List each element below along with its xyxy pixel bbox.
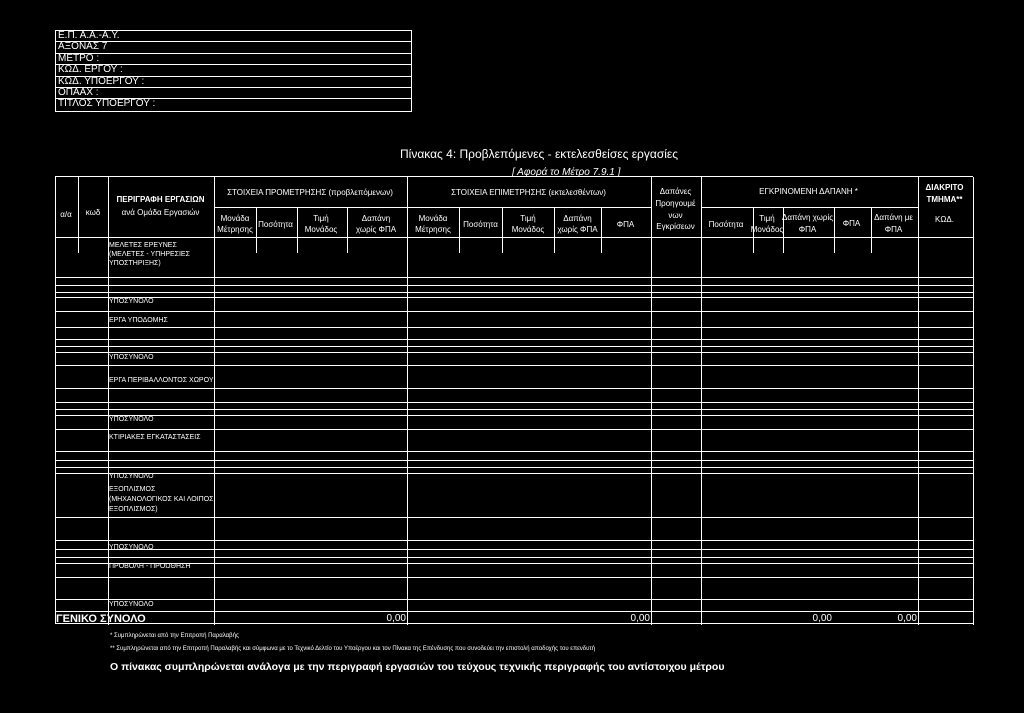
grand-total-label: ΓΕΝΙΚΟ ΣΥΝΟΛΟ bbox=[56, 613, 146, 625]
header-promet-dapani: Δαπάνη bbox=[361, 214, 391, 223]
grid-vline bbox=[834, 207, 835, 253]
grand-total-dap-me: 0,00 bbox=[897, 613, 917, 624]
table-note: Ο πίνακας συμπληρώνεται ανάλογα με την περιγραφή εργασιών του τεύχους τεχνικής περιγραφής του αντίστοιχου μέτρου bbox=[110, 661, 725, 673]
grid-hline bbox=[56, 297, 974, 298]
info-row-kod-ergou: ΚΩΔ. ΕΡΓΟΥ : bbox=[56, 65, 411, 76]
header-egkr-posotita: Ποσότητα bbox=[708, 220, 744, 229]
grid-hline bbox=[56, 388, 974, 389]
row-exoplismos-2: (ΜΗΧΑΝΟΛΟΓΙΚΟΣ ΚΑΙ ΛΟΙΠΟΣ bbox=[109, 496, 214, 503]
grid-hline bbox=[56, 549, 974, 550]
header-egkr-dap-me: Δαπάνη με bbox=[874, 213, 913, 222]
grand-total-promet: 0,00 bbox=[386, 613, 406, 624]
header-egkr-dapani: Δαπάνη χωρίς bbox=[782, 213, 834, 222]
grid-hline bbox=[56, 402, 974, 403]
header-prog-4: Εγκρίσεων bbox=[656, 222, 695, 231]
grid-hline bbox=[407, 207, 651, 208]
header-egkrinomeni: ΕΓΚΡΙΝΟΜΕΝΗ ΔΑΠΑΝΗ * bbox=[759, 187, 858, 196]
header-egkr-dapani-sub: ΦΠΑ bbox=[798, 225, 817, 234]
header-prog: Δαπάνες bbox=[659, 187, 692, 196]
grid-hline bbox=[56, 451, 974, 452]
row-provoli: ΠΡΟΒΟΛΗ - ΠΡΟΩΘΗΣΗ bbox=[109, 563, 191, 570]
grid-hline bbox=[56, 599, 974, 600]
header-prometrisi: ΣΤΟΙΧΕΙΑ ΠΡΟΜΕΤΡΗΣΗΣ (προβλεπόμενων) bbox=[227, 188, 393, 197]
row-subtotal: ΥΠΟΣΥΝΟΛΟ bbox=[109, 544, 154, 551]
header-epimet-dapani: Δαπάνη bbox=[563, 214, 592, 223]
row-periballontos: ΕΡΓΑ ΠΕΡΙΒΑΛΛΟΝΤΟΣ ΧΩΡΟΥ bbox=[109, 377, 214, 384]
header-promet-monada: Μονάδα bbox=[220, 214, 250, 223]
header-epimet-dapani-sub: χωρίς ΦΠΑ bbox=[557, 225, 598, 234]
header-egkr-timi: Τιμή bbox=[759, 214, 775, 223]
footnote-2: ** Συμπληρώνεται από την Επιτροπή Παραλαβής και σύμφωνα με το Τεχνικό Δελτίο του Υποέργου και τον Πίνακα της Επένδυσης που συνοδεύει την επιστολή αποδοχής του επενδυτή bbox=[110, 646, 596, 652]
row-ypodomis: ΕΡΓΑ ΥΠΟΔΟΜΗΣ bbox=[109, 317, 168, 324]
row-subtotal: ΥΠΟΣΥΝΟΛΟ bbox=[109, 473, 154, 480]
header-egkr-dap-me-sub: ΦΠΑ bbox=[884, 225, 903, 234]
header-perigrafi: ΠΕΡΙΓΡΑΦΗ ΕΡΓΑΣΙΩΝ bbox=[116, 195, 205, 204]
grid-hline bbox=[56, 311, 974, 312]
grid-hline bbox=[56, 292, 974, 293]
info-row-opaax: ΟΠΑΑΧ : bbox=[56, 88, 411, 99]
header-kod: κωδ bbox=[85, 208, 101, 217]
row-meletes: ΜΕΛΕΤΕΣ ΕΡΕΥΝΕΣ bbox=[109, 242, 177, 249]
header-epimet-monada: Μονάδα bbox=[418, 214, 448, 223]
info-row-metro: ΜΕΤΡΟ : bbox=[56, 54, 411, 65]
grid-hline bbox=[56, 365, 974, 366]
header-egkr-fpa: ΦΠΑ bbox=[842, 219, 861, 228]
header-promet-dapani-sub: χωρίς ΦΠΑ bbox=[355, 225, 397, 234]
grid-hline bbox=[56, 237, 974, 238]
grid-hline bbox=[56, 473, 974, 474]
header-perigrafi-sub: ανά Ομάδα Εργασιών bbox=[121, 208, 200, 217]
grand-total-epimet: 0,00 bbox=[630, 613, 650, 624]
header-diakrito: ΔΙΑΚΡΙΤΟ bbox=[925, 183, 964, 192]
header-epimet-timi-sub: Μονάδος bbox=[511, 225, 545, 234]
grid-hline bbox=[56, 327, 974, 328]
header-promet-timi-sub: Μονάδος bbox=[304, 225, 338, 234]
header-aa: α/α bbox=[60, 210, 72, 219]
grid-hline bbox=[56, 611, 974, 612]
grid-hline bbox=[56, 285, 974, 286]
footnote-1: * Συμπληρώνεται από την Επιτροπή Παραλαβής bbox=[110, 633, 239, 639]
grid-hline bbox=[56, 415, 974, 416]
info-row-ep: Ε.Π. Α.Α.-Α.Υ. bbox=[56, 31, 411, 42]
row-subtotal: ΥΠΟΣΥΝΟΛΟ bbox=[109, 601, 154, 608]
header-promet-monada-sub: Μέτρησης bbox=[217, 225, 253, 234]
row-ktiriakes: ΚΤΙΡΙΑΚΕΣ ΕΓΚΑΤΑΣΤΑΣΕΙΣ bbox=[109, 434, 201, 441]
header-prog-3: νων bbox=[668, 211, 683, 220]
grid-vline bbox=[601, 207, 602, 253]
grid-hline bbox=[56, 429, 974, 430]
grid-hline bbox=[56, 540, 974, 541]
header-diakrito-sub: ΤΜΗΜΑ** bbox=[926, 195, 963, 204]
grid-hline bbox=[56, 577, 974, 578]
grid-hline bbox=[56, 467, 974, 468]
row-meletes-2: (ΜΕΛΕΤΕΣ - ΥΠΗΡΕΣΙΕΣ bbox=[109, 251, 190, 258]
row-exoplismos: ΕΞΟΠΛΙΣΜΟΣ bbox=[109, 486, 156, 493]
grid-vline bbox=[459, 207, 460, 253]
header-diakrito-kod: ΚΩΔ. bbox=[935, 215, 954, 224]
header-epimet-monada-sub: Μέτρησης bbox=[415, 225, 451, 234]
grid-hline bbox=[56, 339, 974, 340]
header-promet-timi: Τιμή bbox=[313, 214, 329, 223]
table-subtitle: [ Αφορά το Μέτρο 7.9.1 ] bbox=[512, 167, 621, 178]
header-epimet-fpa: ΦΠΑ bbox=[616, 220, 635, 229]
grid-hline bbox=[56, 352, 974, 353]
works-table bbox=[55, 176, 973, 624]
header-prog-2: Προηγουμέ bbox=[655, 199, 696, 208]
header-epimet-posotita: Ποσότητα bbox=[463, 220, 498, 229]
header-epimet-timi: Τιμή bbox=[520, 214, 536, 223]
row-subtotal: ΥΠΟΣΥΝΟΛΟ bbox=[109, 416, 154, 423]
project-info-box bbox=[55, 30, 412, 112]
grid-hline bbox=[56, 346, 974, 347]
grid-vline bbox=[256, 207, 257, 253]
header-epimetrisi: ΣΤΟΙΧΕΙΑ ΕΠΙΜΕΤΡΗΣΗΣ (εκτελεσθέντων) bbox=[451, 188, 606, 197]
header-promet-posotita: Ποσότητα bbox=[258, 220, 293, 229]
row-subtotal: ΥΠΟΣΥΝΟΛΟ bbox=[109, 298, 154, 305]
header-egkr-timi-sub: Μονάδος bbox=[750, 225, 784, 234]
info-row-titlos: ΤΙΤΛΟΣ ΥΠΟΕΡΓΟΥ : bbox=[58, 98, 156, 110]
grid-hline bbox=[56, 517, 974, 518]
grid-hline bbox=[56, 277, 974, 278]
table-title: Πίνακας 4: Προβλεπόμενες - εκτελεσθείσες εργασίες bbox=[400, 147, 679, 161]
row-exoplismos-3: ΕΞΟΠΛΙΣΜΟΣ) bbox=[109, 506, 158, 513]
grid-hline bbox=[56, 557, 974, 558]
grid-hline bbox=[214, 207, 407, 208]
row-meletes-3: ΥΠΟΣΤΗΡΙΞΗΣ) bbox=[109, 260, 161, 267]
grid-hline bbox=[56, 409, 974, 410]
info-row-kod-ypoergou: ΚΩΔ. ΥΠΟΕΡΓΟΥ : bbox=[56, 77, 411, 88]
info-row-axonas: ΑΞΟΝΑΣ 7 bbox=[56, 42, 411, 53]
row-subtotal: ΥΠΟΣΥΝΟΛΟ bbox=[109, 354, 154, 361]
grid-hline bbox=[56, 563, 974, 564]
grid-hline bbox=[701, 207, 918, 208]
grid-hline bbox=[56, 460, 974, 461]
grand-total-egkr: 0,00 bbox=[812, 613, 832, 624]
